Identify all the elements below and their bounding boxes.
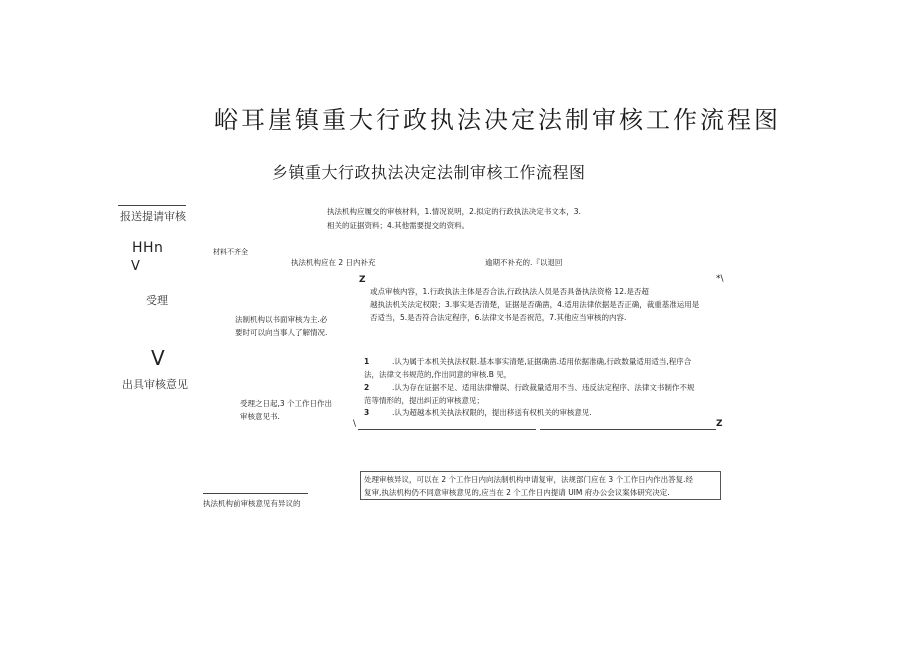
arrow-v-small-icon: V [131, 259, 140, 274]
submit-materials-line2: 相关的证据资料；4.其他需要提交的资料。 [327, 221, 470, 230]
opinion-deadline-note: 受理之日起,3 个工作日作出审核意见书. [240, 399, 333, 421]
z-right-mark: Z [716, 419, 723, 429]
bracket-line-left [358, 429, 536, 430]
corner-right-mark: *\ [716, 274, 724, 284]
opinion-item1-line1: .认为属于本机关执法权限.基本事实清楚,证据确凿.适用依据准确,行政数量适用适当,程序合 [392, 357, 692, 366]
page-title: 峪耳崖镇重大行政执法决定法制审核工作流程图 [214, 106, 781, 134]
stage-accept-label: 受理 [146, 294, 168, 307]
arrow-v-large-icon: V [151, 346, 165, 370]
stage-opinion-label: 出具审核意见 [122, 378, 188, 391]
bracket-line-right [540, 429, 716, 430]
submit-materials-line1: 执法机构应履交的审核材料，1.情况说明，2.拟定的行政执法决定书文本，3. [327, 207, 581, 216]
opinion-item2-number: 2 [364, 383, 370, 392]
stage-submit-label: 报送提请审核 [120, 210, 186, 223]
z-left-mark: Z [359, 275, 366, 285]
overdue-note: 逾期不补充的.『以退回 [485, 258, 563, 267]
review-content-line1: 或点审核内容，1.行政执法主体是否合法,行政执法人员是否具备执法资格 12.是否超 [370, 287, 649, 296]
stage-divider-top [118, 205, 186, 206]
objection-line2: 复审,执法机构仍不同意审核意见的,应当在 2 个工作日内提请 UIM 府办公会议案体研究决定. [364, 488, 670, 497]
opinion-item3-number: 3 [364, 408, 370, 417]
hhn-mark: HHn [132, 240, 164, 256]
opinion-item1-number: 1 [364, 357, 370, 366]
opinion-item1-line2: 法，法律文书规范的,作出同意的审核.B 见， [364, 370, 512, 379]
supplement-note: 执法机构应在 2 日内补充 [291, 258, 376, 267]
review-content-line2: 越执法机关法定权限；3.事实是否清楚，证据是否确凿，4.适用法律依据是否正确，裁重基准运用是 [370, 300, 700, 309]
objection-line1: 处理审核异议，可以在 2 个工作日内向法制机构申请复审，法规部门应在 3 个工作日内作出答复.经 [364, 475, 693, 484]
page-subtitle: 乡镇重大行政执法决定法制审核工作流程图 [272, 163, 586, 182]
opinion-item2-line2: 范等情形的，提出纠正的审核意见； [364, 396, 484, 405]
review-content-line3: 否适当，5.是否符合法定程序，6.法律文书是否祝范，7.其他应当审核的内容. [370, 313, 627, 322]
materials-incomplete-label: 材料不齐全 [213, 248, 248, 256]
opinion-item2-line1: .认为存在证据不足、适用法律懵误、行政裁量适用不当、违反法定程序、法律文书制作不规 [392, 383, 695, 392]
review-method-note: 法制机构以书面审核为主.必要时可以向当事人了解情况. [235, 315, 328, 337]
objection-label: 执法机构前审核意见有异议的 [203, 499, 301, 508]
backslash-left-mark: \ [353, 419, 357, 429]
opinion-item3-line1: .认为超越本机关执法权限的，提出移送有权机关的审核意见. [392, 408, 592, 417]
objection-label-rule [203, 493, 308, 494]
